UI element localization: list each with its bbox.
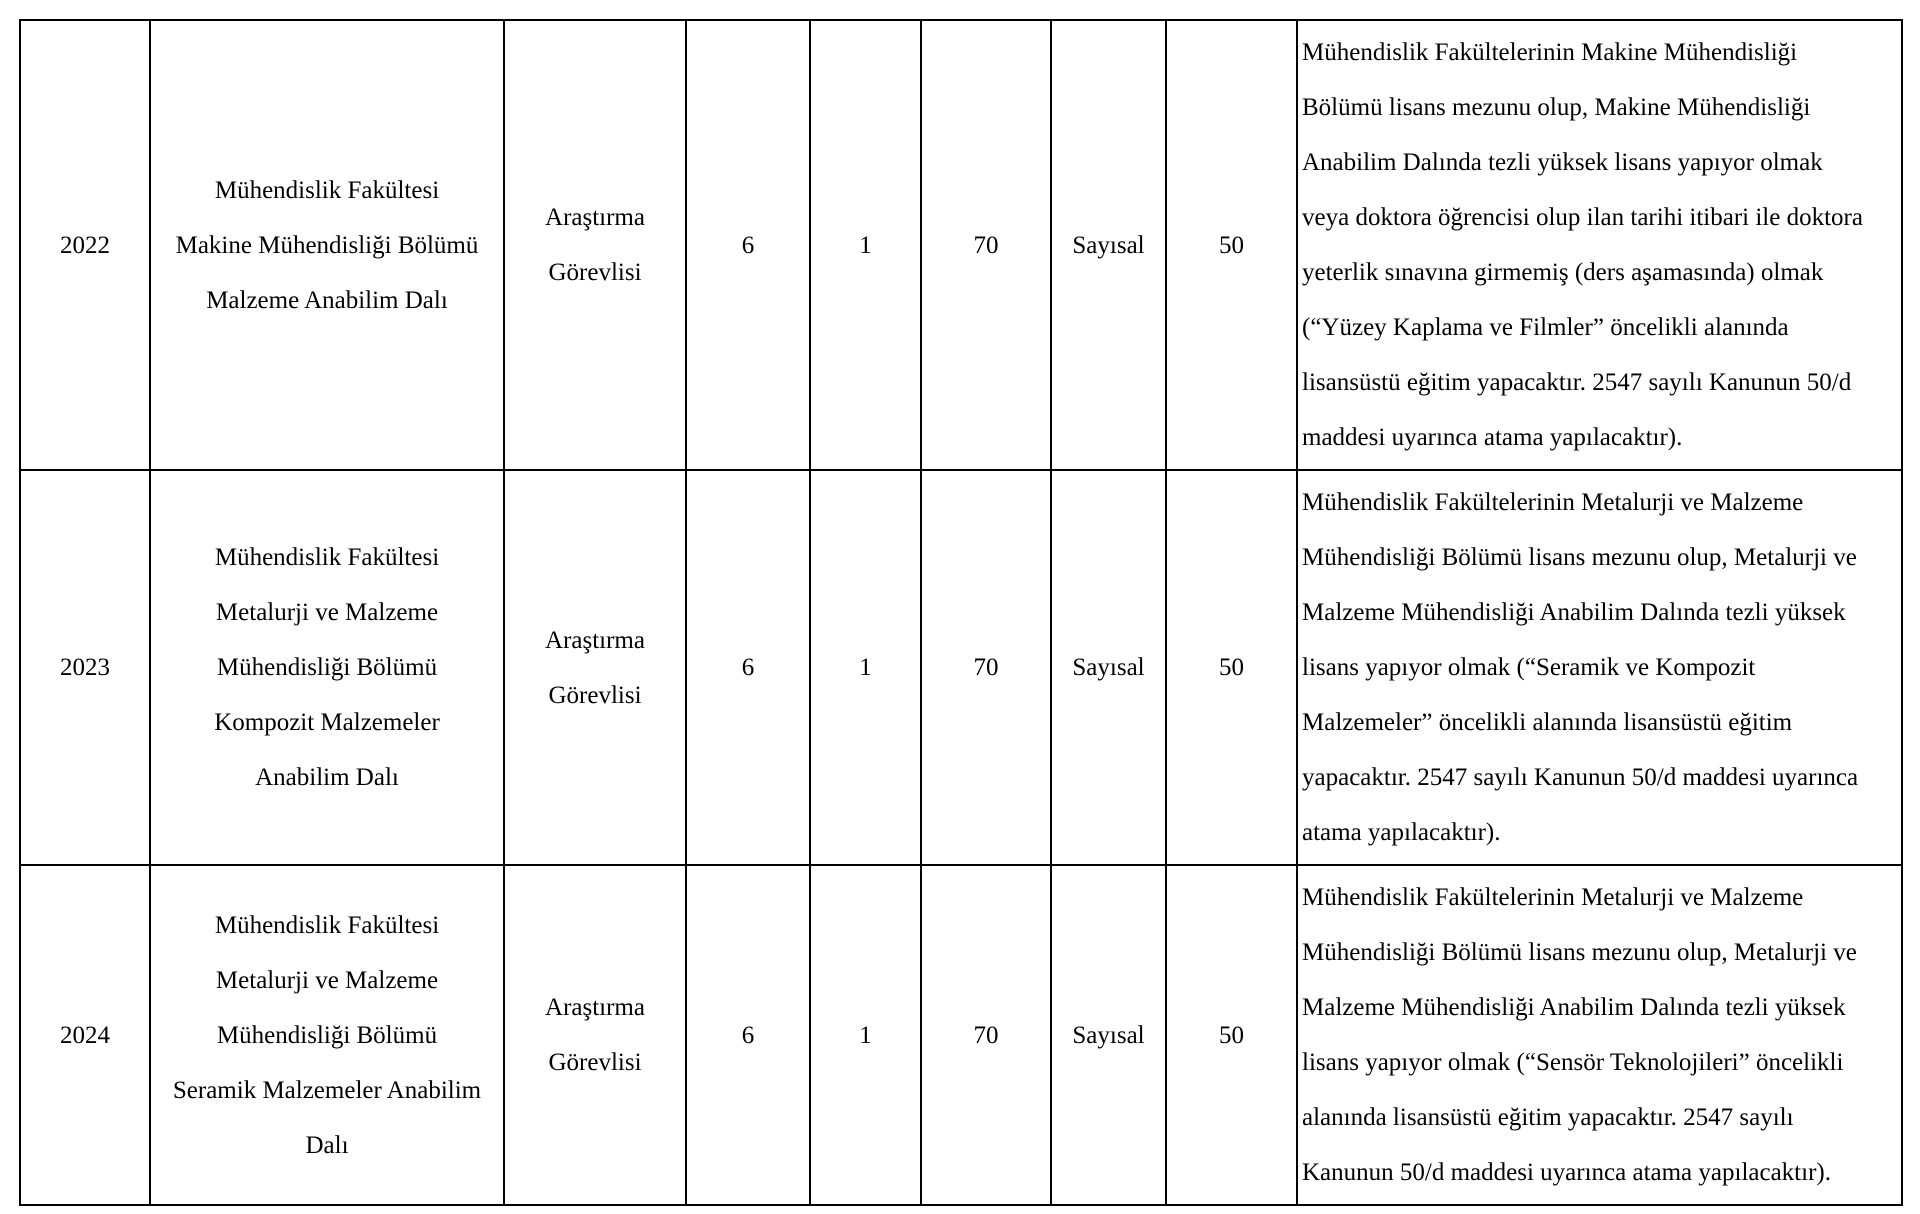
position-number-cell: 2023 bbox=[20, 470, 150, 865]
column-8-cell: 50 bbox=[1166, 865, 1297, 1205]
title-cell-line: Görevlisi bbox=[548, 259, 642, 286]
requirements-cell-line: lisansüstü eğitim yapacaktır. 2547 sayılı Kanunun 50/d bbox=[1302, 369, 1852, 396]
title-cell bbox=[504, 20, 686, 470]
requirements-cell-line: Mühendisliği Bölümü lisans mezunu olup, Metalurji ve bbox=[1302, 544, 1857, 571]
column-8-cell: 50 bbox=[1166, 470, 1297, 865]
column-5-cell: 1 bbox=[810, 20, 921, 470]
title-cell-line: Araştırma bbox=[545, 626, 645, 654]
unit-cell-line: Mühendislik Fakültesi bbox=[214, 176, 440, 204]
unit-cell-line: Anabilim Dalı bbox=[255, 764, 399, 791]
column-4-cell: 6 bbox=[686, 470, 810, 865]
requirements-cell-line: yeterlik sınavına girmemiş (ders aşamasında) olmak bbox=[1302, 259, 1824, 286]
column-5-cell: 1 bbox=[810, 865, 921, 1205]
requirements-cell-line: atama yapılacaktır). bbox=[1302, 819, 1501, 846]
unit-cell-line: Makine Mühendisliği Bölümü bbox=[175, 231, 479, 259]
requirements-cell-line: maddesi uyarınca atama yapılacaktır). bbox=[1302, 424, 1683, 451]
requirements-cell-line: Mühendislik Fakültelerinin Metalurji ve Malzeme bbox=[1302, 489, 1804, 516]
unit-cell-line: Seramik Malzemeler Anabilim bbox=[172, 1076, 482, 1104]
unit-cell-line: Mühendislik Fakültesi bbox=[214, 911, 440, 939]
unit-cell bbox=[150, 20, 504, 470]
column-4-cell: 6 bbox=[686, 20, 810, 470]
score-type-cell: Sayısal bbox=[1051, 20, 1166, 470]
unit-cell-line: Malzeme Anabilim Dalı bbox=[206, 286, 448, 314]
table-row bbox=[20, 470, 1902, 865]
requirements-cell bbox=[1297, 470, 1902, 865]
table-row bbox=[20, 865, 1902, 1205]
column-6-cell: 70 bbox=[921, 20, 1051, 470]
unit-cell-line: Metalurji ve Malzeme bbox=[215, 966, 439, 994]
requirements-cell-line: yapacaktır. 2547 sayılı Kanunun 50/d maddesi uyarınca bbox=[1302, 764, 1859, 791]
column-6-cell: 70 bbox=[921, 865, 1051, 1205]
requirements-cell-line: Mühendislik Fakültelerinin Makine Mühendisliği bbox=[1302, 39, 1798, 66]
title-cell bbox=[504, 470, 686, 865]
table-row bbox=[20, 20, 1902, 470]
position-number-cell: 2022 bbox=[20, 20, 150, 470]
unit-cell-line: Kompozit Malzemeler bbox=[214, 709, 440, 736]
unit-cell bbox=[150, 865, 504, 1205]
requirements-cell-line: Mühendisliği Bölümü lisans mezunu olup, Metalurji ve bbox=[1302, 939, 1857, 966]
unit-cell-line: Mühendisliği Bölümü bbox=[216, 654, 438, 681]
unit-cell-line: Mühendisliği Bölümü bbox=[216, 1021, 438, 1049]
requirements-cell-line: Malzeme Mühendisliği Anabilim Dalında tezli yüksek bbox=[1302, 994, 1846, 1021]
requirements-cell-line: lisans yapıyor olmak (“Seramik ve Kompozit bbox=[1302, 654, 1756, 681]
unit-cell-line: Mühendislik Fakültesi bbox=[214, 544, 440, 571]
requirements-cell-line: (“Yüzey Kaplama ve Filmler” öncelikli alanında bbox=[1302, 314, 1789, 341]
requirements-cell-line: alanında lisansüstü eğitim yapacaktır. 2547 sayılı bbox=[1302, 1104, 1794, 1131]
requirements-cell-line: Kanunun 50/d maddesi uyarınca atama yapılacaktır). bbox=[1302, 1159, 1831, 1186]
title-cell-line: Görevlisi bbox=[548, 1049, 642, 1076]
score-type-cell: Sayısal bbox=[1051, 865, 1166, 1205]
column-6-cell: 70 bbox=[921, 470, 1051, 865]
requirements-cell-line: Mühendislik Fakültelerinin Metalurji ve Malzeme bbox=[1302, 884, 1804, 911]
title-cell-line: Araştırma bbox=[545, 204, 645, 231]
column-8-cell: 50 bbox=[1166, 20, 1297, 470]
requirements-cell-line: Malzemeler” öncelikli alanında lisansüstü eğitim bbox=[1302, 709, 1793, 736]
requirements-cell-line: veya doktora öğrencisi olup ilan tarihi itibari ile doktora bbox=[1302, 204, 1863, 231]
column-5-cell: 1 bbox=[810, 470, 921, 865]
title-cell bbox=[504, 865, 686, 1205]
column-4-cell: 6 bbox=[686, 865, 810, 1205]
requirements-cell bbox=[1297, 865, 1902, 1205]
position-table bbox=[19, 19, 1903, 1206]
title-cell-line: Görevlisi bbox=[548, 681, 642, 709]
requirements-cell bbox=[1297, 20, 1902, 470]
requirements-cell-line: Bölümü lisans mezunu olup, Makine Mühendisliği bbox=[1302, 94, 1811, 121]
position-number-cell: 2024 bbox=[20, 865, 150, 1205]
title-cell-line: Araştırma bbox=[545, 994, 645, 1021]
table-body bbox=[20, 20, 1902, 1205]
unit-cell-line: Dalı bbox=[305, 1131, 349, 1159]
requirements-cell-line: lisans yapıyor olmak (“Sensör Teknolojileri” öncelikli bbox=[1302, 1049, 1844, 1076]
unit-cell-line: Metalurji ve Malzeme bbox=[215, 599, 439, 626]
requirements-cell-line: Malzeme Mühendisliği Anabilim Dalında tezli yüksek bbox=[1302, 599, 1846, 626]
score-type-cell: Sayısal bbox=[1051, 470, 1166, 865]
unit-cell bbox=[150, 470, 504, 865]
requirements-cell-line: Anabilim Dalında tezli yüksek lisans yapıyor olmak bbox=[1302, 149, 1823, 176]
